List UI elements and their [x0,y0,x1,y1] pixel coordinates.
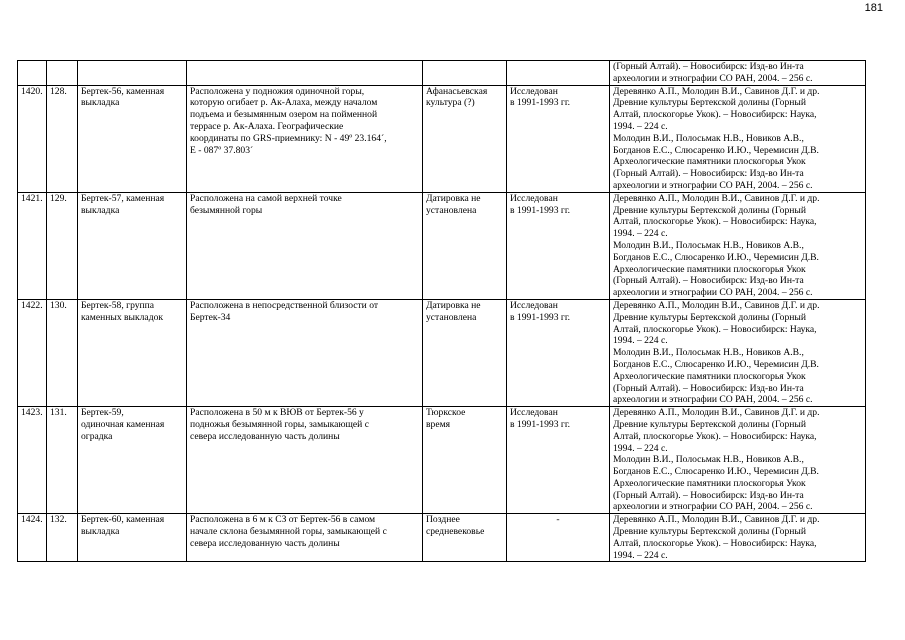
cell-num-text: 1423. [21,407,43,419]
table-row [18,299,866,406]
cell-location [187,85,423,192]
cell-references [610,514,866,562]
cell-name [78,407,187,514]
cell-sub-text: 131. [50,407,67,419]
reference-entry: Деревянко А.П., Молодин В.И., Савинов Д.Г. и др. Древние культуры Бертекской долины (Горный Алтай, плоскогорье Укок). – Новосибирск: Наука, 1994. – 224 с. [613,407,820,454]
cell-dating-text: Датировка не установлена [426,299,481,323]
cell-sub-text: 129. [50,192,67,204]
table-row [18,407,866,514]
cell-dating [423,85,507,192]
cell-dating [423,407,507,514]
cell-location [187,192,423,299]
cell-name-text: Бертек-57, каменная выкладка [81,192,165,216]
cell-status-text: Исследован в 1991-1993 гг. [510,407,571,430]
cell-status [507,85,610,192]
continuation-row [18,61,866,86]
cell-num [18,299,47,406]
reference-entry: Деревянко А.П., Молодин В.И., Савинов Д.Г. и др. Древние культуры Бертекской долины (Горный Алтай, плоскогорье Укок). – Новосибирск: Наука, 1994. – 224 с. [613,299,820,347]
cell-sub [47,514,78,562]
cell-references [610,299,866,406]
cell-location [187,299,423,406]
table-row [18,85,866,192]
cell-num [18,407,47,514]
cell-location [187,61,423,86]
cell-sub-text: 132. [50,514,67,526]
cell-num [18,514,47,562]
cell-name-text: Бертек-59, одиночная каменная оградка [81,407,165,442]
cell-location [187,514,423,562]
cell-status-text: - [556,514,560,526]
cell-sub [47,192,78,299]
cell-sub [47,85,78,192]
cell-sub-text: 130. [50,299,67,311]
cell-status [507,192,610,299]
reference-entry: Деревянко А.П., Молодин В.И., Савинов Д.Г. и др. Древние культуры Бертекской долины (Горный Алтай, плоскогорье Укок). – Новосибирск: Наука, 1994. – 224 с. [613,85,820,132]
cell-num [18,85,47,192]
cell-references [610,85,866,192]
cell-dating [423,192,507,299]
reference-entry: Молодин В.И., Полосьмак Н.В., Новиков А.В., Богданов Е.С., Слюсаренко И.Ю., Черемисин Д.В. Археологические памятники плоскогорья Укок (Горный Алтай). – Новосибирск: Изд-во Ин-та археологии и этнографии СО РАН, 2004. – 256 с. [613,454,819,513]
cell-name [78,61,187,86]
table-row [18,514,866,562]
cell-num-text: 1422. [21,299,43,311]
cell-num-text: 1421. [21,192,43,204]
cell-location [187,407,423,514]
table-row [18,192,866,299]
cell-name [78,85,187,192]
cell-status [507,407,610,514]
cell-status-text: Исследован в 1991-1993 гг. [510,299,571,323]
cell-num-text: 1420. [21,85,43,97]
cell-name [78,192,187,299]
cell-status-text: Исследован в 1991-1993 гг. [510,85,571,109]
reference-entry: Молодин В.И., Полосьмак Н.В., Новиков А.В., Богданов Е.С., Слюсаренко И.Ю., Черемисин Д.В. Археологические памятники плоскогорья Укок (Горный Алтай). – Новосибирск: Изд-во Ин-та археологии и этнографии СО РАН, 2004. – 256 с. [613,132,819,191]
cell-name [78,299,187,406]
cell-num [18,192,47,299]
cell-status [507,299,610,406]
cell-sub [47,299,78,406]
reference-entry: Молодин В.И., Полосьмак Н.В., Новиков А.В., Богданов Е.С., Слюсаренко И.Ю., Черемисин Д.В. Археологические памятники плоскогорья Укок (Горный Алтай). – Новосибирск: Изд-во Ин-та археологии и этнографии СО РАН, 2004. – 256 с. [613,347,819,406]
cell-sub-text: 128. [50,85,67,97]
cell-status [507,61,610,86]
cell-references [610,192,866,299]
cell-location-text: Расположена у подножия одиночной горы, которую огибает р. Ак-Алаха, между началом подъема и безымянным озером на пойменной террасе р. Ак-Алаха. Географические координаты по GRS-приемнику: N - 49º 23.164´, E - 087º 37.803´ [190,85,387,156]
cell-dating [423,61,507,86]
cell-location-text: Расположена в 6 м к СЗ от Бертек-56 в самом начале склона безымянной горы, замыкающей с севера исследованную часть долины [190,514,387,549]
cell-dating [423,514,507,562]
cell-sub [47,61,78,86]
cell-num-text: 1424. [21,514,43,526]
reference-entry: Деревянко А.П., Молодин В.И., Савинов Д.Г. и др. Древние культуры Бертекской долины (Горный Алтай, плоскогорье Укок). – Новосибирск: Наука, 1994. – 224 с. [613,514,820,561]
cell-num [18,61,47,86]
cell-status [507,514,610,562]
cell-name-text: Бертек-58, группа каменных выкладок [81,299,164,323]
cell-references [610,61,866,86]
cell-location-text: Расположена в 50 м к ВЮВ от Бертек-56 у подножья безымянной горы, замыкающей с севера исследованную часть долины [190,407,369,442]
cell-location-text: Расположена в непосредственной близости от Бертек-34 [190,299,379,323]
cell-dating-text: Датировка не установлена [426,192,481,216]
monuments-table [17,60,866,562]
reference-entry: (Горный Алтай). – Новосибирск: Изд-во Ин-та археологии и этнографии СО РАН, 2004. – 256 с. [613,61,813,84]
cell-dating [423,299,507,406]
cell-dating-text: Тюркское время [426,407,466,430]
cell-status-text: Исследован в 1991-1993 гг. [510,192,571,216]
cell-dating-text: Позднее средневековье [426,514,485,538]
reference-entry: Молодин В.И., Полосьмак Н.В., Новиков А.В., Богданов Е.С., Слюсаренко И.Ю., Черемисин Д.В. Археологические памятники плоскогорья Укок (Горный Алтай). – Новосибирск: Изд-во Ин-та археологии и этнографии СО РАН, 2004. – 256 с. [613,239,819,299]
cell-references [610,407,866,514]
cell-name [78,514,187,562]
cell-location-text: Расположена на самой верхней точке безымянной горы [190,192,342,216]
reference-entry: Деревянко А.П., Молодин В.И., Савинов Д.Г. и др. Древние культуры Бертекской долины (Горный Алтай, плоскогорье Укок). – Новосибирск: Наука, 1994. – 224 с. [613,192,820,240]
page-number: 181 [864,2,883,14]
cell-name-text: Бертек-60, каменная выкладка [81,514,165,538]
cell-sub [47,407,78,514]
cell-dating-text: Афанасьевская культура (?) [426,85,488,109]
cell-name-text: Бертек-56, каменная выкладка [81,85,165,109]
